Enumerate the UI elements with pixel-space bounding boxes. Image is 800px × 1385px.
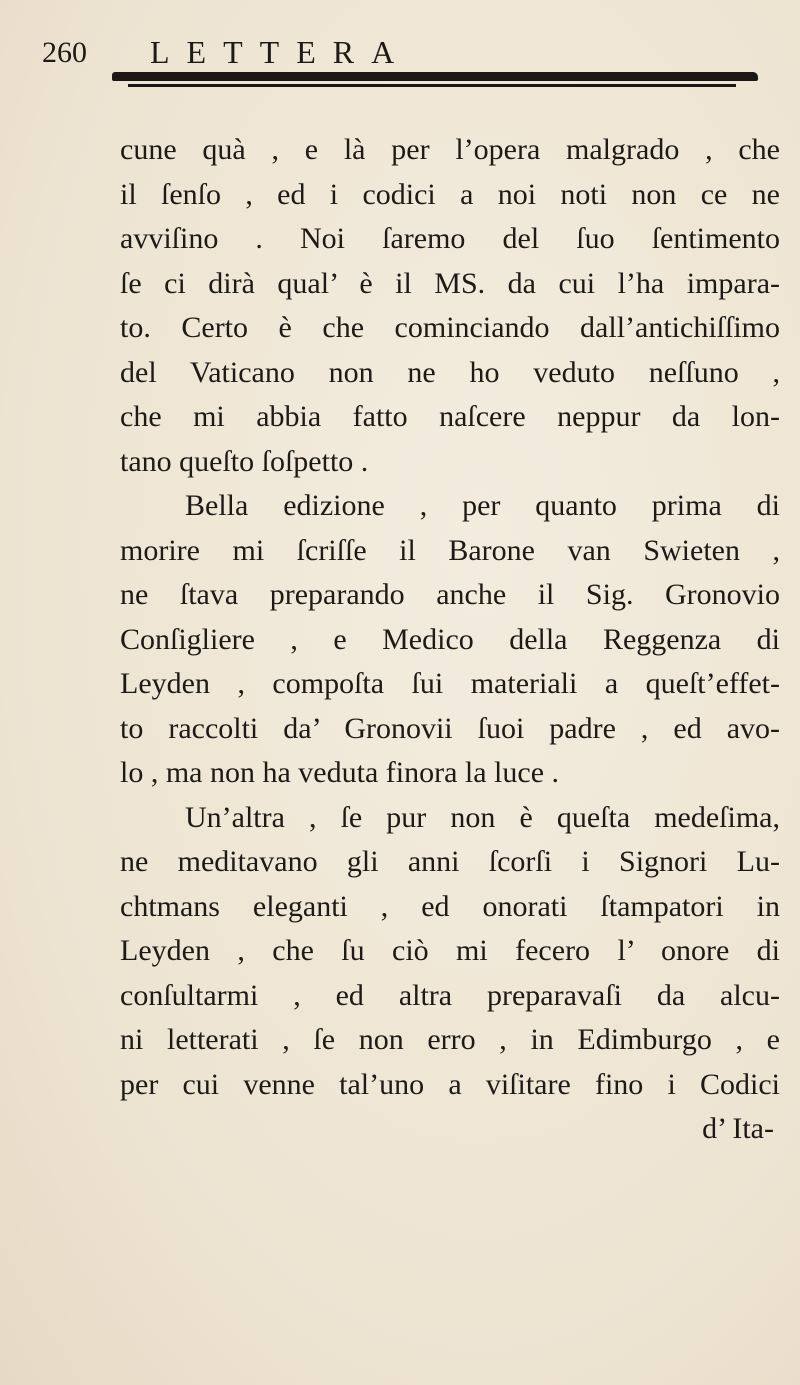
text-line: morire mi ſcriſſe il Barone van Swieten , (120, 533, 780, 567)
text-line: tano queſto ſoſpetto . (120, 444, 369, 478)
text-line: Leyden , che ſu ciò mi fecero l’ onore di (120, 934, 780, 967)
running-title: LETTERA (150, 34, 412, 70)
text-line: per cui venne tal’uno a viſitare fino i Codici (120, 1067, 780, 1101)
text-line: Conſigliere , e Medico della Reggenza di (120, 622, 780, 656)
text-line: ſe ci dirà qual’ è il MS. da cui l’ha impara- (120, 266, 780, 300)
text-line: lo , ma non ha veduta finora la luce . (120, 756, 560, 789)
text-line: conſultarmi , ed altra preparavaſi da alcu- (120, 978, 780, 1012)
text-line: ne ſtava preparando anche il Sig. Gronovio (120, 578, 780, 611)
text-line: ne meditavano gli anni ſcorſi i Signori Lu- (120, 845, 780, 878)
text-line: Leyden , compoſta ſui materiali a queſt’effet- (120, 667, 780, 700)
page-number: 260 (42, 36, 87, 69)
text-line: Bella edizione , per quanto prima di (185, 489, 780, 522)
text-line: cune quà , e là per l’opera malgrado , che (120, 133, 780, 166)
header-rule-thick (112, 72, 758, 81)
catchword: d’ Ita- (702, 1112, 774, 1145)
text-line: chtmans eleganti , ed onorati ſtampatori in (120, 889, 780, 923)
header-rule-thin (128, 84, 736, 87)
text-line: to. Certo è che cominciando dall’antichiſſimo (120, 311, 780, 344)
body-text (120, 128, 780, 1152)
text-line: to raccolti da’ Gronovii ſuoi padre , ed avo- (120, 711, 780, 745)
text-line: il ſenſo , ed i codici a noi noti non ce ne (120, 177, 780, 211)
text-line: Un’altra , ſe pur non è queſta medeſima, (185, 800, 780, 834)
text-line: avviſino . Noi ſaremo del ſuo ſentimento (120, 222, 780, 255)
text-line: ni letterati , ſe non erro , in Edimburgo , e (120, 1023, 780, 1056)
text-line: che mi abbia fatto naſcere neppur da lon- (120, 400, 780, 433)
text-line: del Vaticano non ne ho veduto neſſuno , (120, 355, 780, 389)
